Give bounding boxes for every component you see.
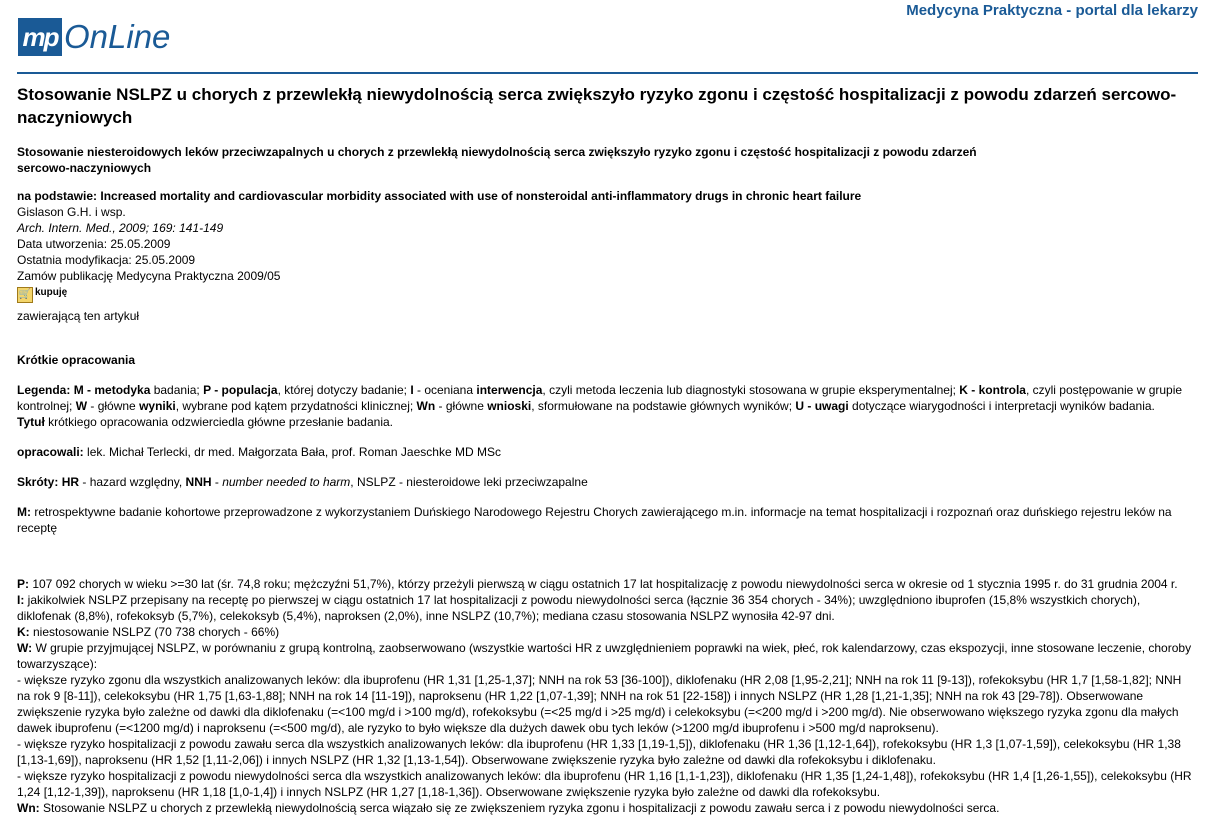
results-label: W:: [17, 641, 33, 655]
authors-label: opracowali:: [17, 445, 84, 459]
article-content: [17, 83, 1192, 816]
control-label: K:: [17, 625, 30, 639]
source-journal: Arch. Intern. Med., 2009; 169: 141-149: [17, 221, 224, 235]
pikw-block: [17, 576, 1192, 816]
source-basis: [17, 188, 1192, 204]
abbreviations-paragraph: [17, 474, 1192, 490]
created-date: Data utworzenia: 25.05.2009: [17, 237, 171, 251]
legend-text: , sformułowane na podstawie głównych wyników;: [531, 399, 796, 413]
cart-icon[interactable]: 🛒: [17, 287, 33, 303]
logo-mark: mp: [18, 18, 62, 56]
order-publication: Zamów publikację Medycyna Praktyczna 2009/05: [17, 269, 281, 283]
source-basis-label: na podstawie:: [17, 189, 98, 203]
results-text: W grupie przyjmującej NSLPZ, w porównaniu z grupą kontrolną, zaobserwowano (wszystkie wartości HR z uwzględnieniem poprawki na wiek, płeć, rok kalendarzowy, czas ekspozycji, inne stosowane leczenie, choroby towarzyszące):: [17, 641, 1192, 671]
population-text: 107 092 chorych w wieku >=30 lat (śr. 74,8 roku; mężczyźni 51,7%), którzy przeżyli pierwszą w ciągu ostatnich 17 lat hospitalizację z powodu niewydolności serca w okresie od 1 stycznia 1995 r. do 31 grudnia 2004 r.: [29, 577, 1178, 591]
legend-tytul: Tytuł: [17, 415, 45, 429]
legend-label: Legenda:: [17, 383, 71, 397]
abbrev-nnh-dash: -: [211, 475, 223, 489]
legend-interwencja: interwencja: [476, 383, 543, 397]
portal-link[interactable]: Medycyna Praktyczna - portal dla lekarzy: [906, 2, 1198, 19]
conclusion-label: Wn:: [17, 801, 40, 815]
control-line: [17, 624, 1192, 640]
results-item: - większe ryzyko hospitalizacji z powodu zawału serca dla wszystkich analizowanych leków: dla ibuprofenu (HR 1,33 [1,19-1,5]), diklofenaku (HR 1,36 [1,12-1,64]), rofekoksybu (HR 1,3 [1,07-1,59]), celekoksybu (HR 1,38 [1,13-1,69]), naproksenu (HR 1,52 [1,11-2,06]) i innych NSLPZ (HR 1,32 [1,13-1,54]). Obserwowane zwiększenie ryzyka było zależne od dawki dla rofekoksybu i diklofenaku.: [17, 737, 1181, 767]
methods-paragraph: [17, 504, 1192, 536]
modified-date: Ostatnia modyfikacja: 25.05.2009: [17, 253, 196, 267]
legend-text: , czyli metoda leczenia lub diagnostyki stosowana w grupie eksperymentalnej;: [542, 383, 960, 397]
abbrev-hr: HR: [61, 475, 80, 489]
results-item: - większe ryzyko zgonu dla wszystkich analizowanych leków: dla ibuprofenu (HR 1,31 [1,25-1,37]; NNH na rok 53 [36-100]), diklofenaku (HR 2,08 [1,95-2,21]; NNH na rok 11 [9-13]), rofekoksybu (HR 1,7 [1,58-1,82]; NNH na rok 9 [8-11]), celekoksybu (HR 1,75 [1,63-1,88]; NNH na rok 14 [11-19]), naproksenu (HR 1,22 [1,07-1,39]; NNH na rok 51 [22-158]) i innych NSLPZ (HR 1,28 [1,21-1,35]; NNH na rok 43 [29-78]). Obserwowane zwiększenie ryzyka było zależne od dawki dla diklofenaku (=<100 mg/d i >100 mg/d), rofekoksybu (=<25 mg/d i >25 mg/d) i celekoksybu (=<200 mg/d i >200 mg/d). Nie obserwowano większego ryzyka zgonu dla małych dawek ibuprofenu (=<1200 mg/d) i naproksenu (=<500 mg/d), ale ryzyko to było większe dla dużych dawek obu tych leków (>1200 mg/d ibuprofenu i >500 mg/d naproksenu).: [17, 673, 1182, 735]
legend-text: , której dotyczy badanie;: [277, 383, 411, 397]
population-label: P:: [17, 577, 29, 591]
legend-text: - oceniana: [413, 383, 477, 397]
legend-wyniki: wyniki: [139, 399, 176, 413]
buy-row: [17, 287, 1192, 303]
authors-text: lek. Michał Terlecki, dr med. Małgorzata Bała, prof. Roman Jaeschke MD MSc: [83, 445, 501, 459]
source-basis-title: Increased mortality and cardiovascular morbidity associated with use of nonsteroidal anti-inflammatory drugs in chronic heart failure: [100, 189, 862, 203]
results-item: - większe ryzyko hospitalizacji z powodu niewydolności serca dla wszystkich analizowanych leków: dla ibuprofenu (HR 1,16 [1,1-1,23]), diklofenaku (HR 1,35 [1,24-1,48]), rofekoksybu (HR 1,4 [1,26-1,55]), celekoksybu (HR 1,24 [1,12-1,39]), naproksenu (HR 1,18 [1,0-1,4]) i innych NSLPZ (HR 1,27 [1,18-1,36]). Obserwowane zwiększenie ryzyka było zależne od dawki dla rofekoksybu.: [17, 769, 1192, 799]
legend-k: K - kontrola: [959, 383, 1026, 397]
legend-paragraph: [17, 382, 1192, 430]
conclusion-line: [17, 800, 1192, 816]
control-text: niestosowanie NSLPZ (70 738 chorych - 66%): [29, 625, 280, 639]
authors-paragraph: [17, 444, 1192, 460]
abbrev-hr-text: - hazard względny,: [79, 475, 186, 489]
source-authors: Gislason G.H. i wsp.: [17, 205, 126, 219]
abbrev-nnh: NNH: [185, 475, 212, 489]
legend-u: U - uwagi: [795, 399, 849, 413]
abbrev-nnh-text: number needed to harm: [222, 475, 351, 489]
methods-text: retrospektywne badanie kohortowe przeprowadzone z wykorzystaniem Duńskiego Narodowego Rejestru Chorych zawierającego m.in. informacje na temat hospitalizacji i rozpoznań oraz duńskiego rejestru leków na receptę: [17, 505, 1172, 535]
logo-text: OnLine: [64, 18, 171, 55]
buy-link[interactable]: kupuję: [35, 287, 68, 298]
header-divider: [17, 72, 1198, 74]
contains-article-text: zawierającą ten artykuł: [17, 309, 140, 323]
legend-m: M - metodyka: [73, 383, 151, 397]
intervention-line: [17, 592, 1192, 624]
legend-text: dotyczące wiarygodności i interpretacji wyników badania.: [848, 399, 1155, 413]
mp-online-logo[interactable]: [18, 18, 170, 56]
article-title: Stosowanie NSLPZ u chorych z przewlekłą niewydolnością serca zwiększyło ryzyko zgonu i częstość hospitalizacji z powodu zdarzeń sercowo-naczyniowych: [17, 85, 1177, 127]
abbrev-label: Skróty:: [17, 475, 59, 489]
legend-text: badania;: [150, 383, 204, 397]
legend-text: , czyli postępowanie w grupie kontrolnej;: [17, 383, 1183, 413]
section-title: Krótkie opracowania: [17, 353, 136, 367]
legend-i: I: [410, 383, 414, 397]
legend-text: , wybrane pod kątem przydatności klinicznej;: [175, 399, 417, 413]
article-subtitle: Stosowanie niesteroidowych leków przeciwzapalnych u chorych z przewlekłą niewydolnością serca zwiększyło ryzyko zgonu i częstość hospitalizacji z powodu zdarzeń sercowo-naczyniowych: [17, 145, 977, 175]
abbrev-rest: , NSLPZ - niesteroidowe leki przeciwzapalne: [350, 475, 588, 489]
results-line: [17, 640, 1192, 672]
legend-wn: Wn: [416, 399, 436, 413]
legend-text: - główne: [435, 399, 488, 413]
conclusion-text: Stosowanie NSLPZ u chorych z przewlekłą niewydolnością serca wiązało się ze zwiększeniem ryzyka zgonu i hospitalizacji z powodu zawału serca i z powodu niewydolności serca.: [39, 801, 1000, 815]
legend-wnioski: wnioski: [487, 399, 532, 413]
legend-text: krótkiego opracowania odzwierciedla główne przesłanie badania.: [44, 415, 393, 429]
legend-w: W: [75, 399, 88, 413]
intervention-label: I:: [17, 593, 25, 607]
population-line: [17, 576, 1192, 592]
legend-p: P - populacja: [203, 383, 278, 397]
intervention-text: jakikolwiek NSLPZ przepisany na receptę po pierwszej w ciągu ostatnich 17 lat hospitalizacji z powodu niewydolności serca (łącznie 36 354 chorych - 34%); uwzględniono ibuprofen (15,8% wszystkich chorych), diklofenak (8,8%), rofekoksyb (5,7%), celekoksyb (5,4%), naproksen (2,0%), inne NSLPZ (10,7%); mediana czasu stosowania NSLPZ wynosiła 42-97 dni.: [17, 593, 1141, 623]
legend-text: - główne: [87, 399, 140, 413]
article-meta: [17, 188, 1192, 324]
methods-label: M:: [17, 505, 31, 519]
